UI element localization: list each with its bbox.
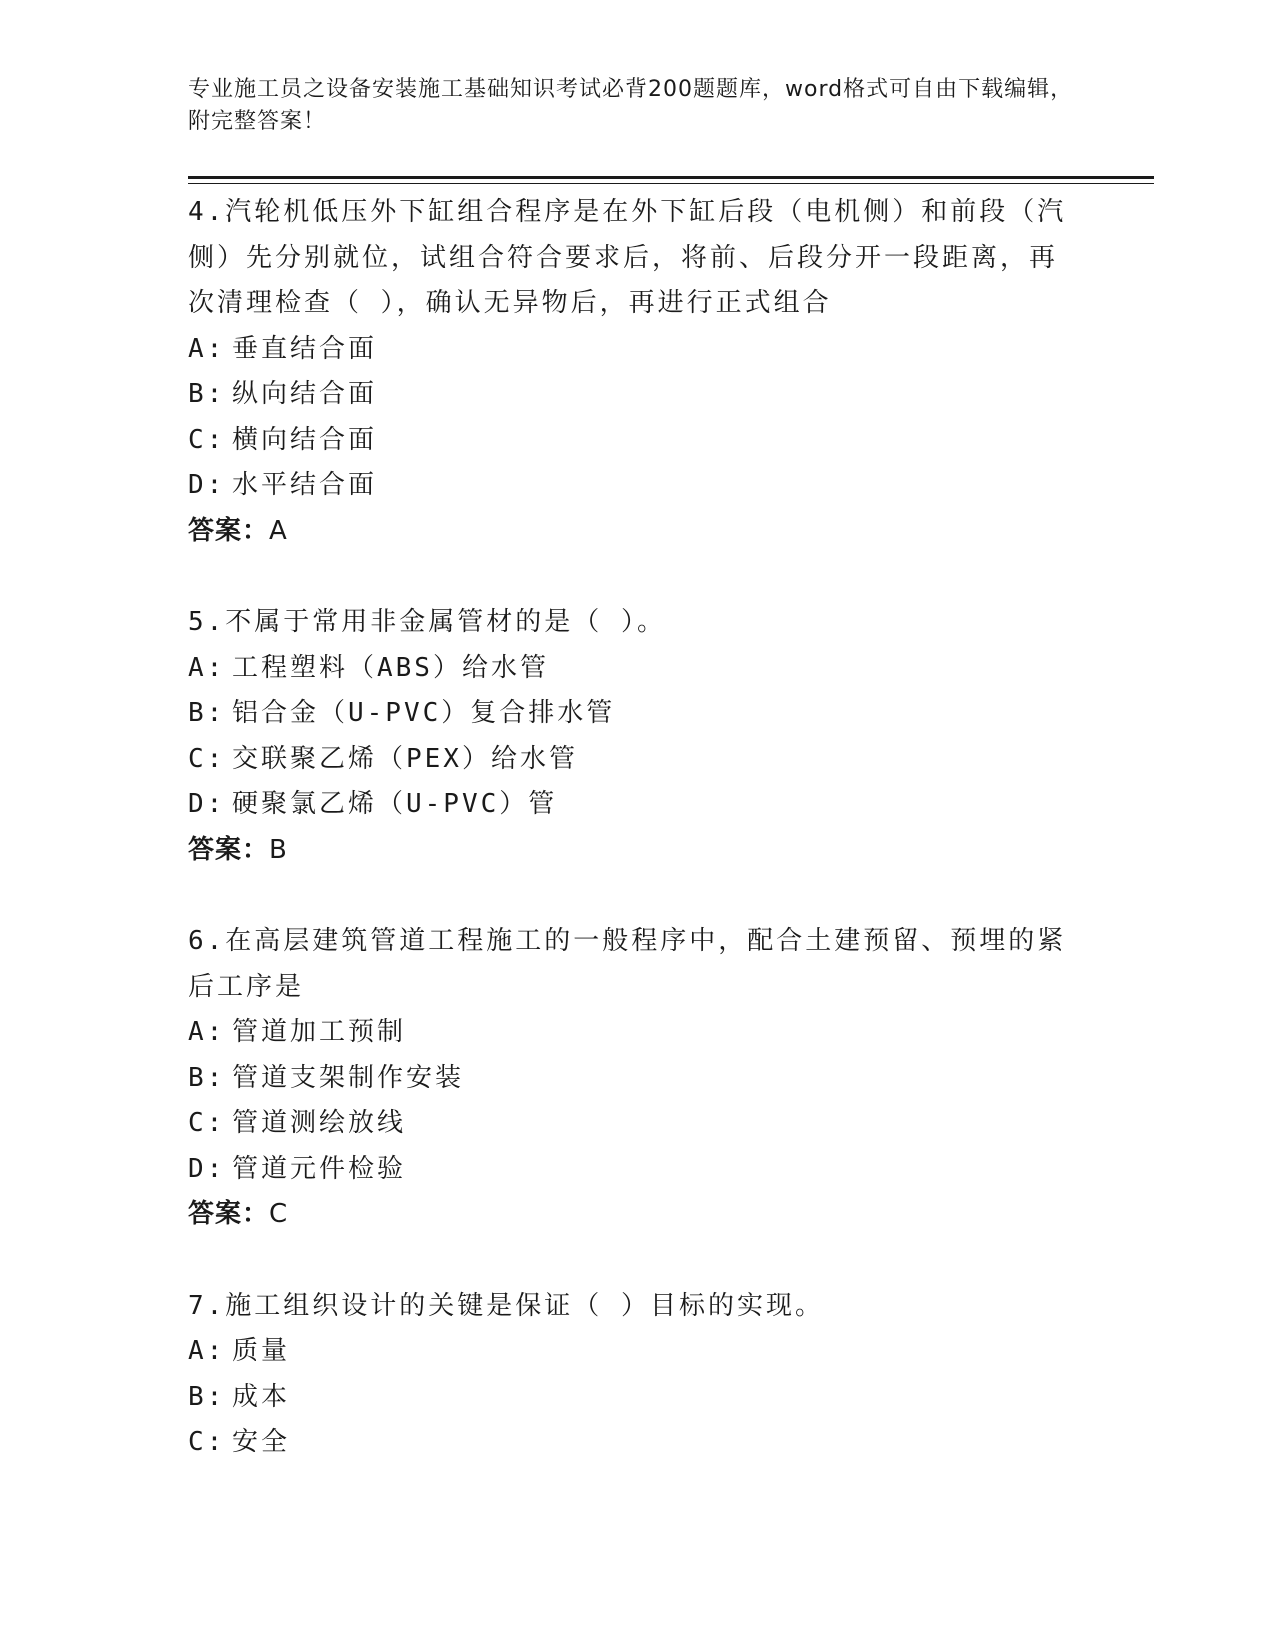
option-a	[188, 327, 1068, 373]
option-text: 纵向结合面	[232, 379, 378, 409]
question-stem: 4.汽轮机低压外下缸组合程序是在外下缸后段（电机侧）和前段（汽侧）先分别就位，试组合符合要求后，将前、后段分开一段距离，再次清理检查（ ），确认无异物后，再进行正式组合	[188, 197, 1067, 318]
header-rule-thick	[188, 176, 1154, 179]
question-list	[188, 190, 1068, 1512]
question-4	[188, 190, 1068, 554]
answer-value: C	[269, 1199, 289, 1229]
option-text: 水平结合面	[232, 470, 378, 500]
option-c	[188, 418, 1068, 464]
answer-label: 答案：	[188, 1199, 270, 1229]
option-letter: C:	[188, 424, 226, 455]
option-text: 成本	[232, 1381, 291, 1412]
option-a	[188, 1329, 1068, 1375]
document-header: 专业施工员之设备安装施工基础知识考试必背200题题库，word格式可自由下载编辑，附完整答案！	[188, 77, 1074, 134]
option-c	[188, 737, 1068, 783]
option-letter: B:	[188, 1062, 226, 1093]
option-b	[188, 1056, 1068, 1102]
option-letter: B:	[188, 379, 226, 409]
option-text: 铝合金（U-PVC）复合排水管	[232, 698, 616, 728]
option-a	[188, 1010, 1068, 1056]
option-letter: A:	[188, 1017, 226, 1047]
option-text: 管道支架制作安装	[232, 1062, 465, 1093]
option-letter: C:	[188, 743, 226, 774]
option-text: 横向结合面	[232, 424, 378, 455]
option-c	[188, 1101, 1068, 1147]
option-b	[188, 372, 1068, 418]
option-text: 安全	[232, 1427, 291, 1457]
option-letter: D:	[188, 789, 226, 819]
option-letter: D:	[188, 1153, 226, 1184]
option-letter: A:	[188, 1336, 226, 1366]
question-stem: 7.施工组织设计的关键是保证（ ）目标的实现。	[188, 1290, 824, 1321]
option-b	[188, 1375, 1068, 1421]
answer-value: B	[269, 834, 288, 865]
option-text: 质量	[232, 1336, 291, 1366]
option-letter: A:	[188, 333, 226, 364]
option-letter: C:	[188, 1108, 226, 1138]
option-text: 交联聚乙烯（PEX）给水管	[232, 743, 578, 774]
option-text: 垂直结合面	[232, 333, 378, 364]
option-letter: B:	[188, 698, 226, 728]
option-text: 管道测绘放线	[232, 1108, 407, 1138]
question-stem: 6.在高层建筑管道工程施工的一般程序中，配合土建预留、预埋的紧后工序是	[188, 926, 1067, 1002]
answer-value: A	[269, 515, 288, 546]
question-7	[188, 1284, 1068, 1466]
option-d	[188, 463, 1068, 509]
answer-line	[188, 828, 1068, 874]
answer-line	[188, 509, 1068, 555]
option-d	[188, 782, 1068, 828]
question-5	[188, 600, 1068, 873]
option-text: 工程塑料（ABS）给水管	[232, 652, 549, 683]
option-letter: B:	[188, 1381, 226, 1412]
answer-line	[188, 1192, 1068, 1238]
header-rule-thin	[188, 183, 1154, 184]
option-text: 管道加工预制	[232, 1017, 407, 1047]
option-a	[188, 646, 1068, 692]
option-text: 硬聚氯乙烯（U-PVC）管	[232, 789, 558, 819]
question-stem: 5.不属于常用非金属管材的是（ ）。	[188, 607, 666, 637]
option-b	[188, 691, 1068, 737]
option-letter: C:	[188, 1427, 226, 1457]
option-c	[188, 1420, 1068, 1466]
option-letter: A:	[188, 652, 226, 683]
answer-label: 答案：	[188, 834, 270, 865]
option-text: 管道元件检验	[232, 1153, 407, 1184]
answer-label: 答案：	[188, 515, 270, 546]
option-d	[188, 1147, 1068, 1193]
option-letter: D:	[188, 470, 226, 500]
question-6	[188, 919, 1068, 1238]
